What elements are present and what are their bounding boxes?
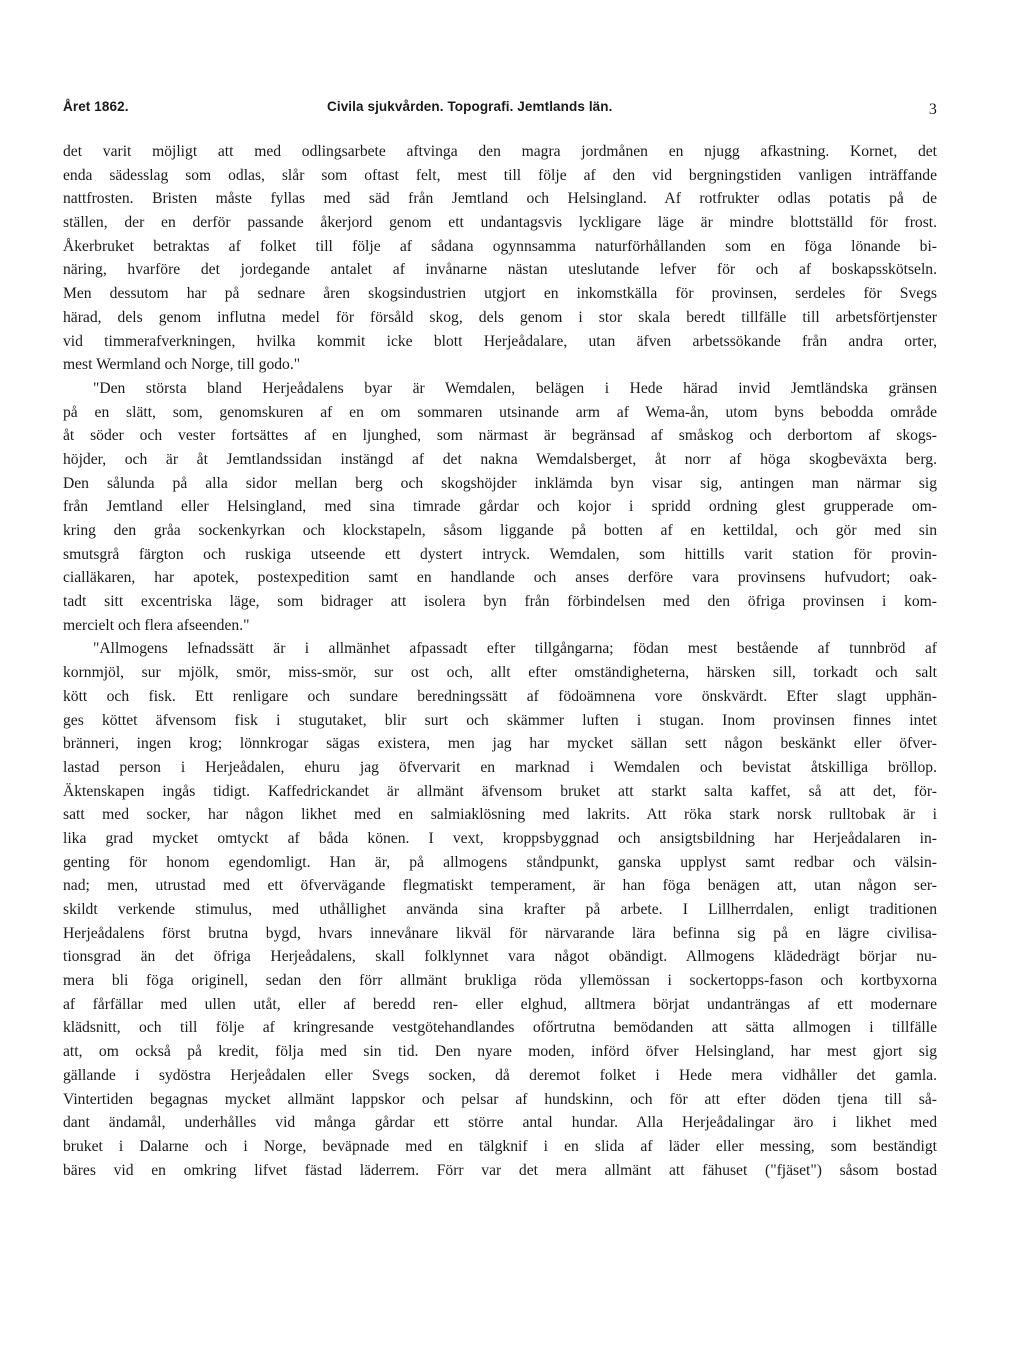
text-line: af fårfällar med ullen utåt, eller af beredd ren- eller elghud, alltmera börjat undanträngas af ett modernare — [63, 995, 937, 1013]
text-line: ges köttet äfvensom fisk i stugutaket, blir surt och skämmer luften i stugan. Inom provinsen finnes intet — [63, 711, 937, 729]
text-line: kornmjöl, sur mjölk, smör, miss-smör, sur ost och, allt efter omständigheterna, härsken sill, torkadt och salt — [63, 664, 937, 682]
text-line: bäres vid en omkring lifvet fästad läderrem. Förr var det mera allmänt att fähuset ("fjäset") såsom bostad — [63, 1161, 937, 1179]
page-number: 3 — [928, 101, 937, 118]
text-line: nattfrosten. Bristen måste fyllas med säd från Jemtland och Helsingland. Af rotfrukter odlas potatis på de — [63, 190, 937, 208]
text-line: tionsgrad än det öfriga Herjeådalens, skall folklynnet vara något obändigt. Allmogens klädedrägt börjar nu- — [63, 948, 937, 966]
text-line: Den sålunda på alla sidor mellan berg och skogshöjder inklämda byn visar sig, antingen man närmar sig — [63, 474, 937, 492]
text-line: från Jemtland eller Helsingland, med sina timrade gårdar och kojor i spridd ordning glest grupperade om- — [63, 498, 937, 516]
text-line: satt med socker, har någon likhet med en salmiaklösning med lakrits. Att röka stark norsk rulltobak är i — [63, 806, 937, 824]
text-line: smutsgrå färgton och ruskiga utseende ett dystert intryck. Wemdalen, som hittills varit station för provin- — [63, 545, 937, 563]
text-line: Vintertiden begagnas mycket allmänt lappskor och pelsar af hundskinn, och för att efter döden tjena till så- — [63, 1090, 937, 1108]
text-line: höjder, och är åt Jemtlandssidan instängd af det nakna Wemdalsberget, åt norr af höga skogbeväxta berg. — [63, 450, 937, 468]
text-line: mera bli föga originell, sedan den förr allmänt brukliga röda yllemössan i sockertopps-fason och kortbyxorna — [63, 972, 937, 990]
text-line: skildt verkende stimulus, med uthållighet använda sina krafter på arbete. I Lillherrdalen, enligt traditionen — [63, 901, 937, 918]
text-line: cialläkaren, har apotek, postexpedition samt en handlande och anses derföre vara provinsens hufvudort; oak- — [63, 569, 937, 587]
text-line: "Allmogens lefnadssätt är i allmänhet afpassadt efter tillgångarna; födan mest bestående af tunnbröd af — [93, 640, 937, 658]
text-line: Men dessutom har på sednare åren skogsindustrien utgjort en inkomstkälla för provinsen, serdeles för Svegs — [63, 285, 937, 303]
text-line: på en slätt, som, genomskuren af en om sommaren utsinande arm af Wema-ån, utom byns bebodda område — [63, 403, 937, 421]
text-line: kött och fisk. Ett renligare och sundare beredningssätt af födoämnena vore önskvärdt. Efter slagt upphän- — [63, 687, 937, 705]
text-line: att, om också på kredit, följa med sin tid. Den nyare moden, införd öfver Helsingland, har mest gjort sig — [63, 1043, 937, 1061]
text-line: kring den gråa sockenkyrkan och klockstapeln, såsom liggande på botten af en kettildal, och gör med sin — [63, 522, 937, 539]
text-line: Herjeådalens först brutna bygd, hvars innevånare likväl för närvarande lära befinna sig på en lägre civilisa- — [63, 924, 937, 942]
text-line: vid timmerafverkningen, hvilka kommit icke blott Herjeådalare, utan äfven arbetssökande från andra orter, — [63, 332, 937, 350]
text-line: nad; men, utrustad med ett öfvervägande flegmatiskt temperament, är han föga benägen att, utan någon ser- — [63, 877, 937, 895]
text-line: Åkerbruket betraktas af folket till följe af sådana ogynnsamma naturförhållanden som en föga lönande bi- — [63, 237, 937, 255]
text-line: genting för honom egendomligt. Han är, på allmogens ståndpunkt, ganska upplyst samt redbar och välsin- — [63, 853, 937, 871]
text-line: lastad person i Herjeådalen, ehuru jag öfvervarit en marknad i Wemdalen och bevistat åtskilliga bröllop. — [63, 758, 937, 776]
text-line: det varit möjligt att med odlingsarbete aftvinga den magra jordmånen en njugg afkastning. Kornet, det — [63, 143, 937, 160]
body-text — [63, 140, 937, 1182]
text-line: klädsnitt, och till följe af kringresande vestgötehandlandes ofőrtrutna bemödanden att sätta allmogen i tillfälle — [63, 1019, 937, 1037]
header-title: Civila sjukvården. Topografi. Jemtlands län. — [327, 99, 613, 114]
text-line: enda sädesslag som odlas, slår som oftast felt, mest till följe af den vid bergningstiden vanligen inträffande — [63, 166, 937, 184]
text-line: ställen, der en derför passande åkerjord genom ett undantagsvis lyckligare läge är mindre blottställd för frost. — [63, 214, 937, 232]
text-line: härad, dels genom influtna medel för försåld skog, dels genom i stor skala beredt tillfälle till arbetsförtjenster — [63, 308, 937, 326]
text-line: mercielt och flera afseenden." — [63, 616, 250, 634]
text-line: bruket i Dalarne och i Norge, beväpnade med en tälgknif i en slida af läder eller messing, som beständigt — [63, 1137, 937, 1155]
text-line: åt söder och vester fortsättes af en ljunghed, som närmast är begränsad af småskog och derbortom af skogs- — [63, 427, 937, 445]
text-line: bränneri, ingen krog; lönnkrogar sägas existera, men jag har mycket sällan sett någon beskänkt eller öfver- — [63, 735, 937, 753]
header-year: Året 1862. — [63, 99, 129, 114]
text-line: dant ändamål, underhålles vid många gårdar ett större antal hundar. Alla Herjeådalingar äro i likhet med — [63, 1114, 937, 1132]
text-line: näring, hvarföre det jordegande antalet af invånarne nästan uteslutande lefver för och af boskapsskötseln. — [63, 261, 937, 279]
text-line: lika grad mycket omtyckt af båda könen. I vext, kroppsbyggnad och ansigtsbildning har Herjeådalaren in- — [63, 829, 937, 847]
running-header — [63, 99, 937, 119]
text-line: Äktenskapen ingås tidigt. Kaffedrickandet är allmänt äfvensom bruket att starkt salta kaffet, så att det, för- — [63, 782, 937, 800]
text-line: mest Wermland och Norge, till godo." — [63, 356, 301, 374]
text-line: "Den största bland Herjeådalens byar är Wemdalen, belägen i Hede härad invid Jemtländska gränsen — [93, 379, 937, 397]
text-line: tadt sitt excentriska läge, som bidrager att isolera byn från förbindelsen med den öfriga provinsen i kom- — [63, 593, 937, 611]
text-line: gällande i sydöstra Herjeådalen eller Svegs socken, då deremot folket i Hede mera vidhåller det gamla. — [63, 1066, 937, 1084]
